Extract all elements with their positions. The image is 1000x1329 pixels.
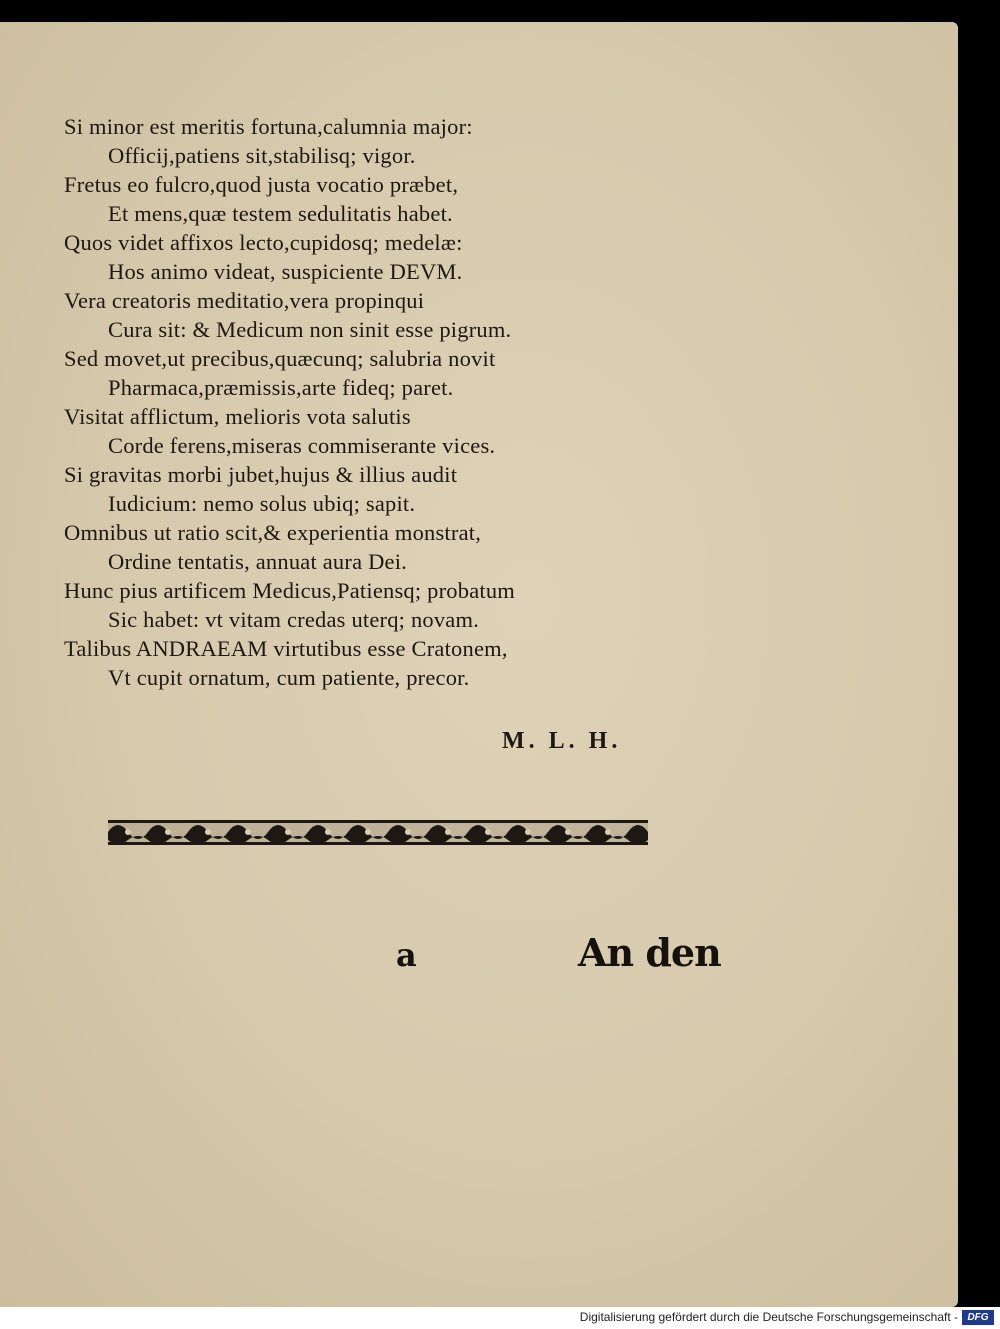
poem-line: Pharmaca,præmissis,arte fideq; paret. [108, 375, 454, 400]
poem-line: Sed movet,ut precibus,quæcunq; salubria novit [64, 346, 496, 371]
poem-line: Quos videt affixos lecto,cupidosq; medelæ: [64, 230, 463, 255]
dfg-logo: DFG [962, 1310, 994, 1325]
poem-line: Talibus ANDRAEAM virtutibus esse Cratonem, [64, 636, 508, 661]
poem-line: Cura sit: & Medicum non sinit esse pigrum. [108, 317, 512, 342]
poem-line: Ordine tentatis, annuat aura Dei. [108, 549, 407, 574]
signature-mark: a [396, 936, 417, 974]
poem-line: Visitat afflictum, melioris vota salutis [64, 404, 411, 429]
poem-line: Vt cupit ornatum, cum patiente, precor. [108, 665, 470, 690]
poem-line: Si minor est meritis fortuna,calumnia major: [64, 114, 473, 139]
poem-line: Fretus eo fulcro,quod justa vocatio præbet, [64, 172, 459, 197]
poem-line: Officij,patiens sit,stabilisq; vigor. [108, 143, 416, 168]
poem-block [64, 112, 744, 692]
author-initials: M. L. H. [502, 728, 622, 754]
poem-line: Hunc pius artificem Medicus,Patiensq; probatum [64, 578, 515, 603]
poem-line: Si gravitas morbi jubet,hujus & illius audit [64, 462, 458, 487]
footer-bar [0, 1307, 1000, 1329]
poem-line: Omnibus ut ratio scit,& experientia monstrat, [64, 520, 482, 545]
decorative-ornament-band [108, 814, 648, 850]
poem-line: Vera creatoris meditatio,vera propinqui [64, 288, 425, 313]
poem-line: Sic habet: vt vitam credas uterq; novam. [108, 607, 480, 632]
poem-line: Iudicium: nemo solus ubiq; sapit. [108, 491, 416, 516]
funding-notice: Digitalisierung gefördert durch die Deutsche Forschungsgemeinschaft - [579, 1310, 958, 1324]
poem-line: Corde ferens,miseras commiserante vices. [108, 433, 496, 458]
poem-line: Hos animo videat, suspiciente DEVM. [108, 259, 463, 284]
poem-line: Et mens,quæ testem sedulitatis habet. [108, 201, 453, 226]
catchword: An den [578, 930, 721, 975]
